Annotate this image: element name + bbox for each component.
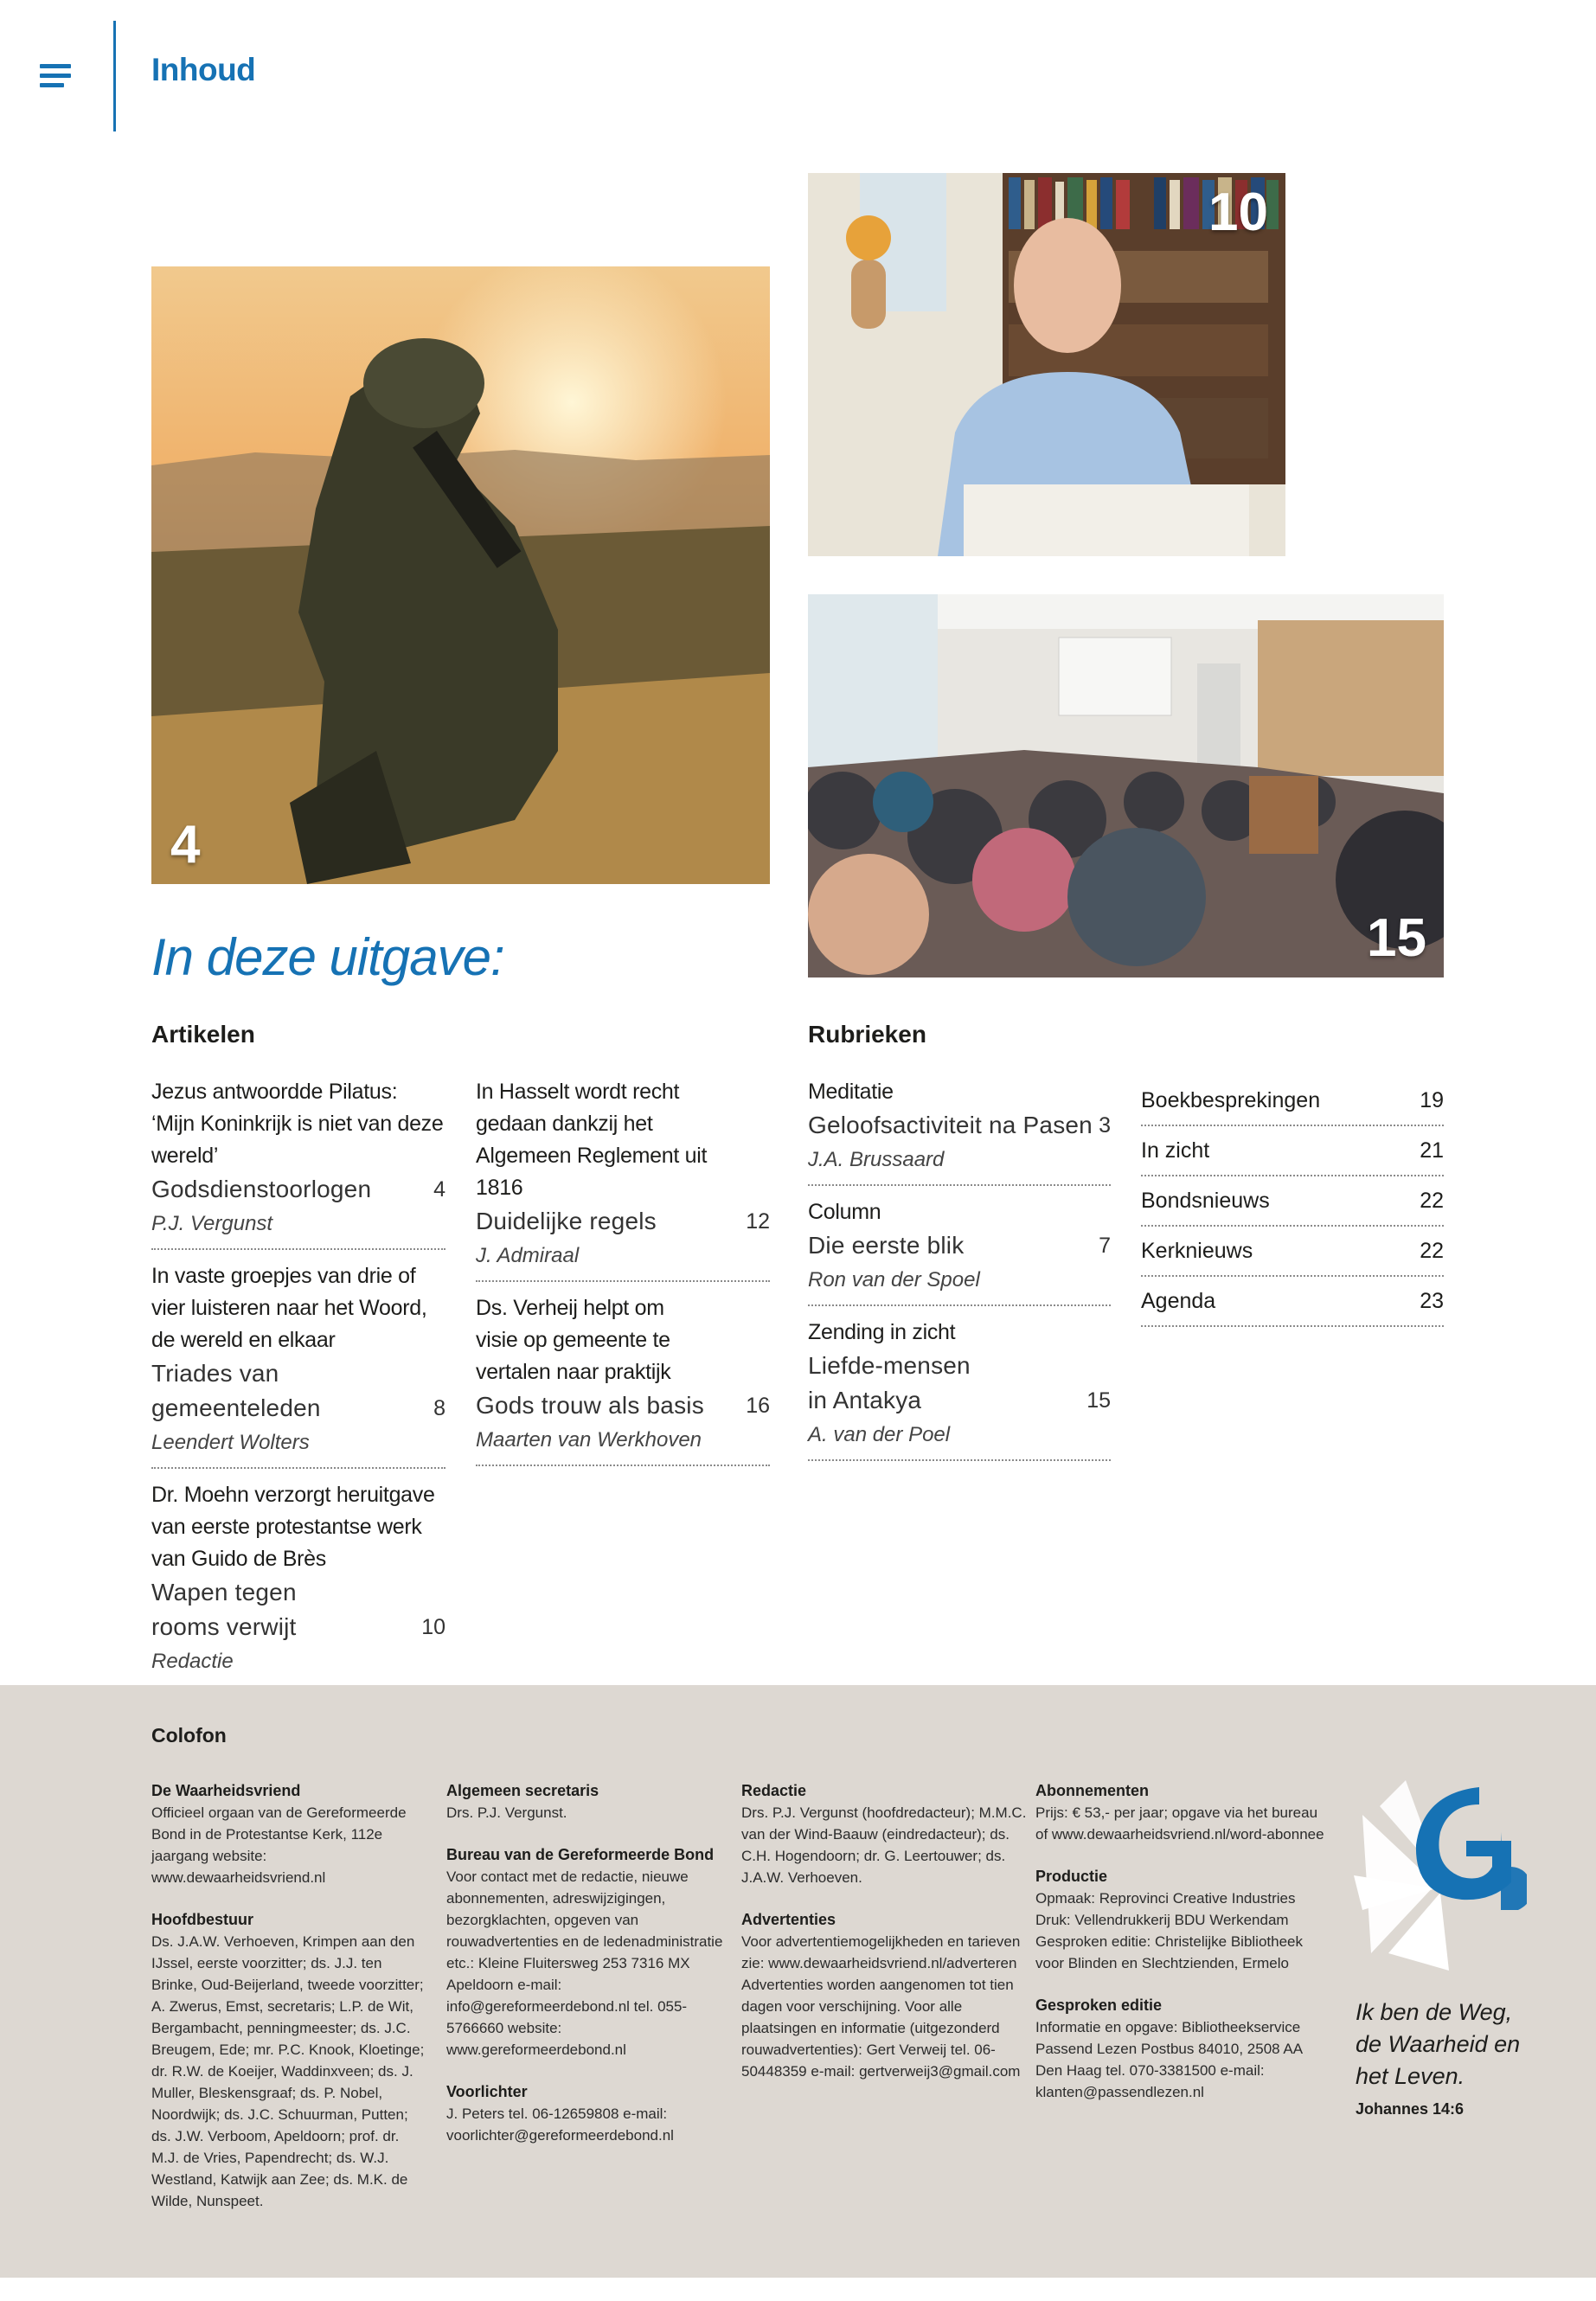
- rubriek-link[interactable]: [1141, 1227, 1444, 1277]
- rubriek-link-label: Kerknieuws: [1141, 1238, 1253, 1263]
- colofon-heading: Productie: [1035, 1868, 1108, 1885]
- colofon-text: Prijs: € 53,- per jaar; opgave via het bureau of www.dewaarheidsvriend.nl/word-abonnee: [1035, 1804, 1324, 1843]
- soldier-photo[interactable]: [151, 266, 770, 884]
- rubriek-page: 15: [1086, 1388, 1111, 1413]
- header-divider: [113, 21, 116, 131]
- article-entry[interactable]: [476, 1076, 770, 1282]
- rubriek-link[interactable]: [1141, 1277, 1444, 1327]
- issue-title: In deze uitgave:: [151, 928, 504, 986]
- rubrieken-column-2: [1141, 1076, 1444, 1327]
- church-photo[interactable]: [808, 594, 1444, 977]
- article-entry[interactable]: [476, 1292, 770, 1466]
- colofon-heading: Redactie: [741, 1782, 807, 1799]
- article-headline: Duidelijke regels: [476, 1208, 657, 1234]
- rubriek-link-label: Agenda: [1141, 1288, 1216, 1313]
- article-author: Maarten van Werkhoven: [476, 1428, 702, 1452]
- page-title: Inhoud: [151, 52, 256, 87]
- article-intro: In vaste groepjes van drie of vier luisteren naar het Woord, de wereld en elkaar: [151, 1264, 427, 1352]
- colofon-heading: Algemeen secretaris: [446, 1782, 599, 1799]
- article-intro: Jezus antwoordde Pilatus: ‘Mijn Koninkrijk is niet van deze wereld’: [151, 1080, 444, 1168]
- colofon-column-4: [1035, 1780, 1325, 2124]
- article-entry[interactable]: [151, 1260, 445, 1469]
- colofon-heading: Hoofdbestuur: [151, 1911, 253, 1928]
- colofon-text: Informatie en opgave: Bibliotheekservice Passend Lezen Postbus 84010, 2508 AA Den Haag tel. 070-3381500 e-mail: klanten@passendlezen.nl: [1035, 2019, 1303, 2100]
- rubriek-headline: Liefde-mensen in Antakya: [808, 1352, 971, 1413]
- colofon-column-2: [446, 1780, 723, 2167]
- soldier-page-number: 4: [170, 815, 201, 875]
- article-intro: Dr. Moehn verzorgt heruitgave van eerste protestantse werk van Guido de Brès: [151, 1483, 435, 1571]
- menu-icon[interactable]: [40, 64, 74, 92]
- rubriek-page: 3: [1099, 1113, 1111, 1138]
- rubriek-link-page: 21: [1420, 1138, 1444, 1163]
- article-headline: Gods trouw als basis: [476, 1392, 704, 1419]
- rubriek-link[interactable]: [1141, 1076, 1444, 1126]
- rubriek-link-label: In zicht: [1141, 1138, 1210, 1163]
- rubriek-page: 7: [1099, 1234, 1111, 1258]
- rubriek-entry[interactable]: [808, 1196, 1111, 1306]
- rubriek-author: Ron van der Spoel: [808, 1268, 980, 1292]
- rubriek-label: Meditatie: [808, 1080, 894, 1104]
- church-page-number: 15: [1367, 908, 1426, 968]
- rubriek-link-page: 22: [1420, 1188, 1444, 1213]
- article-author: P.J. Vergunst: [151, 1212, 273, 1235]
- colofon-text: Opmaak: Reprovinci Creative Industries Druk: Vellendrukkerij BDU Werkendam Gesproken editie: Christelijke Bibliotheek voor Blinden en Slechtzienden, Ermelo: [1035, 1890, 1303, 1971]
- article-headline: Wapen tegen rooms verwijt: [151, 1579, 297, 1640]
- colofon-text: Ds. J.A.W. Verhoeven, Krimpen aan den IJssel, eerste voorzitter; ds. J.J. ten Brinke, Oud-Beijerland, tweede voorzitter; A. Zwerus, Emst, secretaris; L.P. de Wit, Bergambacht, penningmeester; ds. J.C. Breugem, Ede; mr. P.C. Knook, Kloetinge; dr. R.W. de Koeijer, Waddinxveen; ds. J. Muller, Bleskensgraaf; ds. P. Nobel, Noordwijk; ds. J.C. Schuurman, Putten; ds. J.W. Verboom, Apeldoorn; prof. dr. M.J. de Vries, Papendrecht; ds. W.J. Westland, Katwijk aan Zee; ds. M.K. de Wilde, Nunspeet.: [151, 1933, 425, 2209]
- rubriek-link[interactable]: [1141, 1176, 1444, 1227]
- article-author: Redactie: [151, 1650, 234, 1673]
- rubriek-label: Zending in zicht: [808, 1320, 956, 1344]
- colofon-text: Officieel orgaan van de Gereformeerde Bond in de Protestantse Kerk, 112e jaargang website: www.dewaarheidsvriend.nl: [151, 1804, 407, 1886]
- gereformeerde-bond-logo: [1354, 1780, 1527, 1971]
- article-intro: Ds. Verheij helpt om visie op gemeente te vertalen naar praktijk: [476, 1296, 671, 1384]
- rubrieken-column-1: [808, 1076, 1111, 1471]
- colofon-text: Voor advertentiemogelijkheden en tarieven zie: www.dewaarheidsvriend.nl/adverteren Advertenties worden aangenomen tot tien dagen voor verschijning. Voor alle plaatsingen en informatie (uitgezonderd rouwadvertenties): Gert Verweij tel. 06-50448359 e-mail: gertverweij3@gmail.com: [741, 1933, 1021, 2080]
- rubriek-link-page: 19: [1420, 1087, 1444, 1112]
- colofon-panel: [0, 1685, 1596, 2278]
- article-author: Leendert Wolters: [151, 1431, 310, 1454]
- artikelen-column-2: [476, 1076, 770, 1477]
- colofon-text: Voor contact met de redactie, nieuwe abonnementen, adreswijzigingen, bezorgklachten, opgeven van rouwadvertenties en de ledenadministratie etc.: Kleine Fluitersweg 253 7316 MX Apeldoorn e-mail: info@gereformeerdebond.nl tel. 055-5766660 website: www.gereformeerdebond.nl: [446, 1868, 723, 2058]
- rubriek-author: A. van der Poel: [808, 1423, 951, 1446]
- rubriek-headline: Die eerste blik: [808, 1232, 965, 1259]
- rubriek-author: J.A. Brussaard: [808, 1148, 945, 1171]
- bible-quote: Ik ben de Weg, de Waarheid en het Leven.: [1356, 1999, 1521, 2089]
- portrait-page-number: 10: [1208, 183, 1268, 242]
- article-page: 12: [746, 1209, 770, 1234]
- colofon-text: Drs. P.J. Vergunst.: [446, 1804, 567, 1821]
- colofon-text: J. Peters tel. 06-12659808 e-mail: voorlichter@gereformeerdebond.nl: [446, 2106, 674, 2144]
- rubriek-link-page: 22: [1420, 1238, 1444, 1263]
- colofon-title: Colofon: [151, 1724, 227, 1747]
- article-entry[interactable]: [151, 1076, 445, 1250]
- portrait-photo[interactable]: [808, 173, 1285, 556]
- rubriek-link-page: 23: [1420, 1288, 1444, 1313]
- artikelen-column-1: [151, 1076, 445, 1698]
- colofon-heading: De Waarheidsvriend: [151, 1782, 301, 1799]
- article-page: 8: [433, 1396, 445, 1420]
- article-entry[interactable]: [151, 1479, 445, 1688]
- article-headline: Triades van gemeenteleden: [151, 1360, 321, 1421]
- rubriek-entry[interactable]: [808, 1317, 1111, 1461]
- artikelen-heading: Artikelen: [151, 1021, 255, 1048]
- article-page: 10: [421, 1615, 445, 1639]
- rubriek-link-label: Bondsnieuws: [1141, 1188, 1270, 1213]
- article-intro: In Hasselt wordt recht gedaan dankzij het Algemeen Reglement uit 1816: [476, 1080, 708, 1200]
- colofon-heading: Advertenties: [741, 1911, 836, 1928]
- article-author: J. Admiraal: [476, 1244, 580, 1267]
- colofon-column-1: [151, 1780, 428, 2233]
- rubriek-headline: Geloofsactiviteit na Pasen: [808, 1112, 1093, 1138]
- colofon-heading: Abonnementen: [1035, 1782, 1150, 1799]
- article-page: 16: [746, 1394, 770, 1418]
- colofon-heading: Bureau van de Gereformeerde Bond: [446, 1846, 715, 1863]
- colofon-text: Drs. P.J. Vergunst (hoofdredacteur); M.M.C. van der Wind-Baauw (eindredacteur); ds. C.H. Hogendoorn; dr. G. Leertouwer; ds. J.A.W. Verhoeven.: [741, 1804, 1027, 1886]
- bible-quote-reference: Johannes 14:6: [1356, 2100, 1465, 2118]
- rubriek-link-label: Boekbesprekingen: [1141, 1087, 1321, 1112]
- colofon-column-3: [741, 1780, 1027, 2103]
- rubriek-link[interactable]: [1141, 1126, 1444, 1176]
- rubriek-label: Column: [808, 1200, 881, 1224]
- article-page: 4: [433, 1177, 445, 1202]
- rubriek-entry[interactable]: [808, 1076, 1111, 1186]
- colofon-heading: Voorlichter: [446, 2083, 528, 2100]
- colofon-heading: Gesproken editie: [1035, 1997, 1163, 2014]
- article-headline: Godsdienstoorlogen: [151, 1176, 372, 1202]
- rubrieken-heading: Rubrieken: [808, 1021, 926, 1048]
